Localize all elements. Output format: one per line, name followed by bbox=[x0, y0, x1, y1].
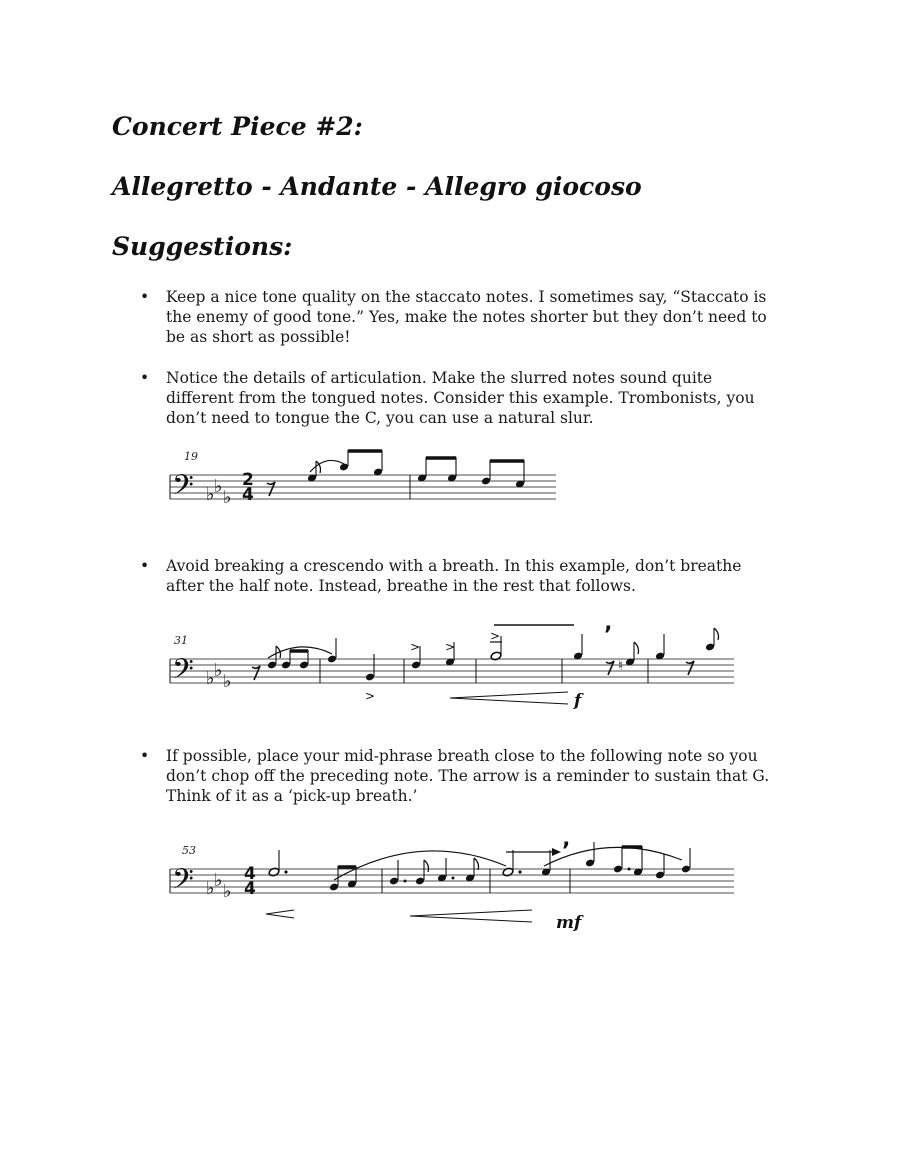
sustain-arrow bbox=[506, 848, 561, 856]
slur bbox=[310, 460, 344, 472]
flat-icon: ♭ bbox=[214, 660, 223, 681]
bass-clef-icon: 𝄢 bbox=[172, 653, 194, 693]
flat-icon: ♭ bbox=[206, 668, 215, 689]
flat-icon: ♭ bbox=[223, 487, 232, 508]
suggestion-text: If possible, place your mid-phrase breath close to the following note so you don’t chop off the preceding note. The arrow is a reminder to sustain that G. Think of it as a ‘pick-up breath.’ bbox=[166, 747, 770, 805]
bullet-marker: • bbox=[140, 557, 150, 575]
dynamic-marking: f bbox=[574, 691, 582, 711]
flat-icon: ♭ bbox=[223, 881, 232, 902]
time-signature-top: 2 bbox=[242, 470, 254, 490]
eighth-rest bbox=[686, 661, 694, 675]
flat-icon: ♭ bbox=[214, 870, 223, 891]
suggestion-text: Notice the details of articulation. Make the slurred notes sound quite different from the tongued notes. Consider this example. Trombonists, you don’t need to tongue the C, you can use a natural slur. bbox=[166, 369, 755, 427]
note-group-measure-5 bbox=[573, 623, 639, 675]
note-group-measure-2 bbox=[327, 638, 375, 703]
suggestion-text: Keep a nice tone quality on the staccato notes. I sometimes say, “Staccato is the enemy of good tone.” Yes, make the notes shorter but they don’t need to be as short as possible! bbox=[166, 288, 767, 346]
note-group-measure-6 bbox=[655, 628, 719, 675]
breath-mark: ’ bbox=[604, 623, 613, 648]
note-group-measure-2 bbox=[417, 457, 525, 488]
measure-number: 53 bbox=[182, 844, 196, 857]
flat-icon: ♭ bbox=[206, 878, 215, 899]
music-example-53 bbox=[160, 836, 750, 936]
dynamic-marking: mf bbox=[556, 913, 582, 933]
bass-clef-icon: 𝄢 bbox=[172, 863, 194, 903]
piece-title: Concert Piece #2: bbox=[112, 112, 363, 141]
accent-mark: > bbox=[365, 689, 376, 703]
flat-icon: ♭ bbox=[214, 476, 223, 497]
music-example-31 bbox=[160, 620, 750, 720]
breath-mark: ’ bbox=[562, 839, 571, 864]
eighth-rest bbox=[252, 666, 260, 680]
natural-icon: ♮ bbox=[618, 658, 624, 674]
note-group-measure-1 bbox=[267, 646, 332, 669]
note-group-measure-3 bbox=[502, 839, 570, 877]
flat-icon: ♭ bbox=[206, 484, 215, 505]
slur bbox=[334, 851, 506, 880]
note-group-measure-1 bbox=[307, 450, 383, 482]
accent-mark: > bbox=[410, 640, 421, 654]
bass-clef-icon: 𝄢 bbox=[172, 469, 194, 509]
bullet-marker: • bbox=[140, 288, 150, 306]
note-group-measure-1 bbox=[266, 850, 506, 918]
eighth-rest bbox=[267, 482, 275, 496]
movements-heading: Allegretto - Andante - Allegro giocoso bbox=[112, 172, 642, 201]
time-signature-bottom: 4 bbox=[242, 485, 254, 505]
measure-number: 31 bbox=[174, 634, 188, 647]
note-group-measure-4 bbox=[490, 625, 574, 661]
suggestion-text: Avoid breaking a crescendo with a breath. In this example, don’t breathe after the half note. Instead, breathe in the rest that follows. bbox=[166, 557, 742, 595]
decrescendo-hairpin bbox=[266, 910, 294, 918]
accent-mark: > bbox=[445, 640, 456, 654]
flat-icon: ♭ bbox=[223, 671, 232, 692]
music-example-19 bbox=[160, 448, 570, 528]
time-signature-bottom: 4 bbox=[244, 879, 256, 899]
bullet-marker: • bbox=[140, 747, 150, 765]
crescendo-hairpin bbox=[450, 692, 568, 704]
measure-number: 19 bbox=[184, 450, 198, 463]
eighth-rest bbox=[606, 661, 614, 675]
suggestions-heading: Suggestions: bbox=[112, 232, 293, 261]
bullet-marker: • bbox=[140, 369, 150, 387]
accent-mark: > bbox=[490, 629, 501, 643]
crescendo-hairpin bbox=[410, 910, 532, 922]
time-signature-top: 4 bbox=[244, 864, 256, 884]
